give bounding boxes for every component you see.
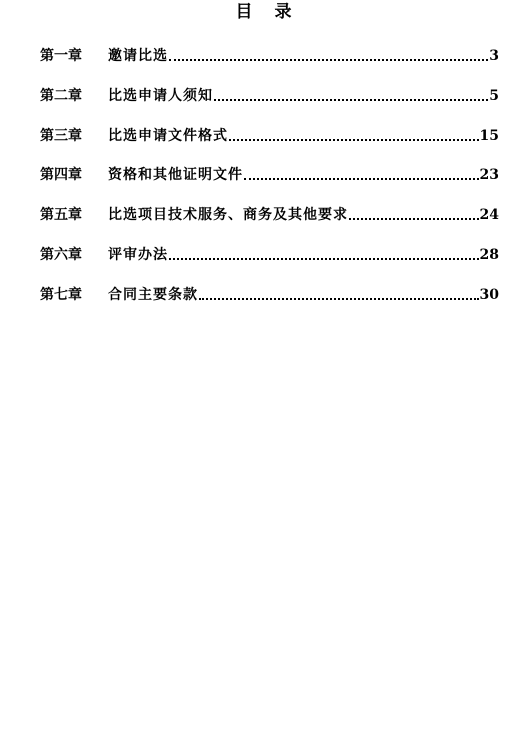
toc-chapter-number: 第四章: [40, 167, 82, 184]
toc-heading-char-1: 目: [235, 2, 253, 22]
toc-chapter-title: 资格和其他证明文件: [108, 167, 243, 184]
toc-entry[interactable]: [40, 160, 499, 184]
toc-dot-leader: [169, 59, 488, 61]
toc-chapter-title: 比选项目技术服务、商务及其他要求: [108, 207, 348, 224]
toc-heading-char-2: 录: [274, 2, 292, 22]
toc-entry[interactable]: [40, 81, 499, 105]
toc-page-number: 24: [479, 207, 499, 224]
toc-entry[interactable]: [40, 121, 499, 145]
toc-chapter-number: 第六章: [40, 246, 82, 263]
toc-chapter-number: 第三章: [40, 127, 82, 144]
toc-entry[interactable]: [40, 280, 499, 304]
toc-page-number: 15: [479, 127, 499, 144]
toc-chapter-title: 邀请比选: [108, 48, 168, 64]
toc-dot-leader: [214, 99, 488, 101]
toc-page-number: 28: [479, 246, 499, 263]
toc-entry[interactable]: [40, 41, 499, 65]
toc-page-number: 30: [479, 286, 499, 303]
toc-chapter-number: 第二章: [40, 87, 82, 104]
toc-dot-leader: [244, 178, 479, 180]
toc-entry[interactable]: [40, 200, 499, 224]
toc-dot-leader: [199, 298, 479, 300]
toc-chapter-title: 合同主要条款: [108, 286, 198, 303]
toc-heading: [0, 1, 527, 23]
toc-chapter-title: 比选申请人须知: [108, 87, 213, 104]
toc-chapter-number: 第五章: [40, 207, 82, 224]
toc-dot-leader: [169, 258, 479, 260]
toc-chapter-number: 第七章: [40, 286, 82, 303]
toc-page-number: 5: [489, 87, 499, 104]
toc-page-number: 3: [489, 48, 499, 64]
toc-chapter-title: 评审办法: [108, 246, 168, 263]
toc-dot-leader: [349, 218, 479, 220]
table-of-contents: [40, 41, 499, 320]
toc-entry[interactable]: [40, 240, 499, 264]
toc-chapter-title: 比选申请文件格式: [108, 127, 228, 144]
toc-chapter-number: 第一章: [40, 48, 82, 64]
toc-page-number: 23: [479, 167, 499, 184]
toc-dot-leader: [229, 139, 479, 141]
